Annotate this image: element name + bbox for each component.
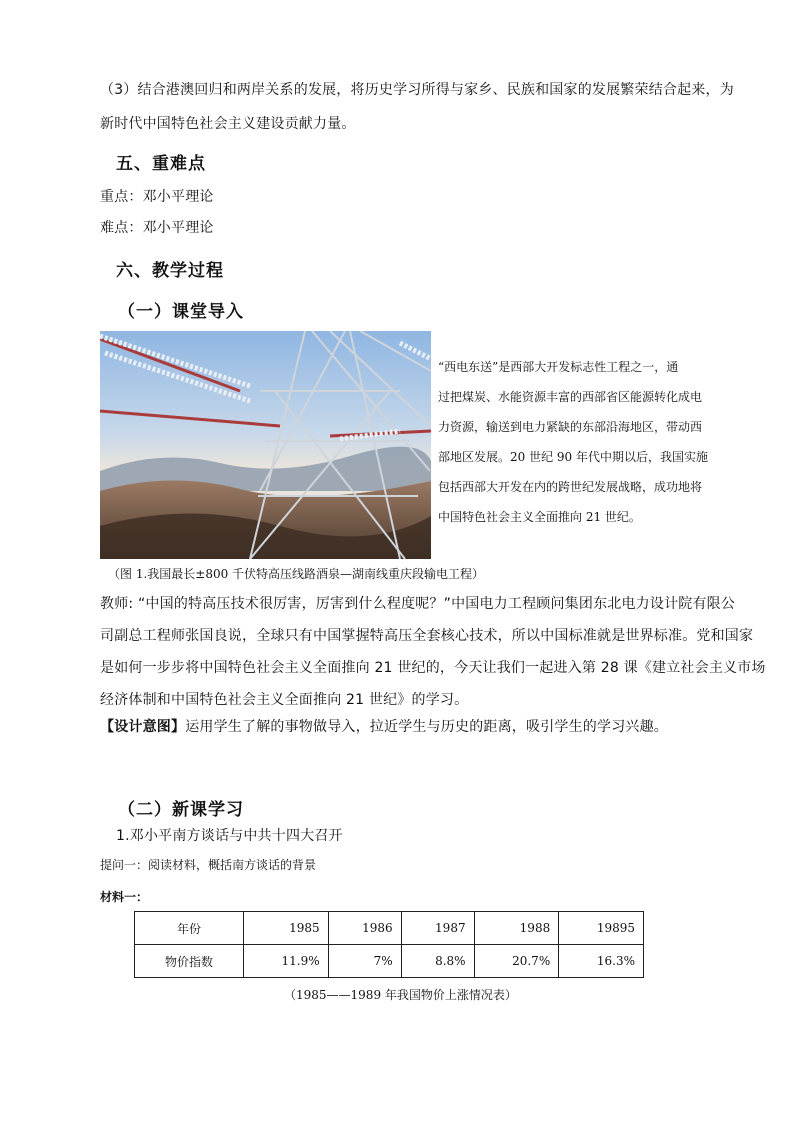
table-cell: 20.7% [474,945,559,978]
teacher-line: 司副总工程师张国良说，全球只有中国掌握特高压全套核心技术，所以中国标准就是世界标准。党和国家 [100,628,754,644]
price-table [134,911,644,978]
side-text-line: 部地区发展。20 世纪 90 年代中期以后，我国实施 [438,450,708,464]
question-1: 提问一：阅读材料，概括南方谈话的背景 [100,858,317,872]
side-text-line: 中国特色社会主义全面推向 21 世纪。 [438,510,641,524]
table-row [135,945,644,978]
section6-heading: 六、教学过程 [116,261,224,281]
photo-caption: （图 1.我国最长±800 千伏特高压线路酒泉—湖南线重庆段输电工程） [108,567,485,581]
teacher-line: 经济体制和中国特色社会主义全面推向 21 世纪》的学习。 [100,692,469,708]
material-1-label: 材料一： [100,890,149,904]
objective-3-line1: （3）结合港澳回归和两岸关系的发展，将历史学习所得与家乡、民族和国家的发展繁荣结合起来，为 [100,82,734,98]
side-text [438,352,722,532]
section5-heading: 五、重难点 [116,154,206,174]
table-cell: 1987 [401,912,474,945]
table-cell: 19895 [559,912,644,945]
teacher-intro [100,588,766,716]
table-header-year: 年份 [135,912,244,945]
table-cell: 11.9% [244,945,329,978]
difficult-point: 难点：邓小平理论 [100,220,214,236]
design-intent [100,713,668,741]
objective-3-line2: 新时代中国特色社会主义建设贡献力量。 [100,116,356,132]
table-caption: （1985——1989 年我国物价上涨情况表） [284,988,517,1002]
side-text-line: 力资源，输送到电力紧缺的东部沿海地区，带动西 [438,420,703,434]
teacher-line: 是如何一步步将中国特色社会主义全面推向 21 世纪的，今天让我们一起进入第 28 课《建立社会主义市场 [100,660,766,676]
table-cell: 1988 [474,912,559,945]
design-intent-text: 运用学生了解的事物做导入，拉近学生与历史的距离，吸引学生的学习兴趣。 [185,719,669,735]
subsection1-heading: （一）课堂导入 [118,302,244,322]
table-cell: 7% [328,945,401,978]
side-text-line: 过把煤炭、水能资源丰富的西部省区能源转化成电 [438,390,703,404]
design-intent-label: 【设计意图】 [100,719,186,735]
subsection2-heading: （二）新课学习 [118,800,244,820]
table-header-index: 物价指数 [135,945,244,978]
point-1: 1.邓小平南方谈话与中共十四大召开 [116,828,343,844]
table-cell: 1986 [328,912,401,945]
side-text-line: “西电东送”是西部大开发标志性工程之一，通 [438,360,679,374]
table-cell: 1985 [244,912,329,945]
side-text-line: 包括西部大开发在内的跨世纪发展战略，成功地将 [438,480,703,494]
table-row [135,912,644,945]
table-cell: 8.8% [401,945,474,978]
objective-3 [100,76,740,138]
teacher-line: 教师: “中国的特高压技术很厉害，厉害到什么程度呢？”中国电力工程顾问集团东北电力设计院有限公 [100,596,736,612]
power-tower-photo [100,331,431,559]
table-cell: 16.3% [559,945,644,978]
key-point: 重点：邓小平理论 [100,189,214,205]
